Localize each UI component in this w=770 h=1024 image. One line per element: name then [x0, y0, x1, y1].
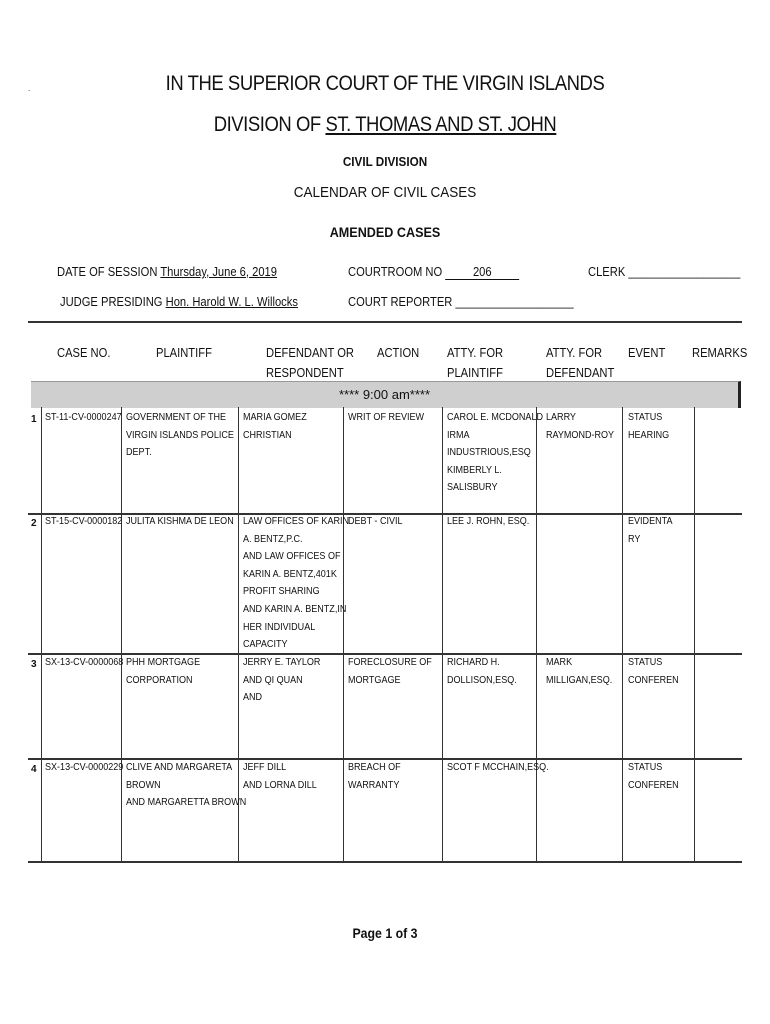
courtroom	[348, 264, 519, 280]
row-number: 4	[31, 764, 37, 775]
grid-line	[694, 407, 695, 862]
time-slot: **** 9:00 am****	[338, 387, 431, 402]
reporter-label: COURT REPORTER	[348, 294, 453, 309]
row-number: 1	[31, 414, 37, 425]
defendant-name: LAW OFFICES OF KARIN A. BENTZ,P.C. AND LAW OFFICES OF KARIN A. BENTZ,401K PROFIT SHARING AND KARIN A. BENTZ,IN HER INDIVIDUAL CAPACITY	[243, 515, 350, 651]
clerk	[588, 264, 740, 279]
col-defendant: DEFENDANT OR RESPONDENT	[266, 345, 355, 380]
clerk-label: CLERK	[588, 264, 626, 279]
plaintiff-name: PHH MORTGAGE CORPORATION	[126, 656, 201, 686]
grid-line	[41, 407, 42, 862]
plaintiff-name: JULITA KISHMA DE LEON	[126, 515, 234, 527]
action-type: DEBT - CIVIL	[348, 515, 403, 527]
page-number: Page 1 of 3	[352, 925, 418, 941]
division-prefix: DIVISION OF	[213, 113, 326, 136]
case-number: SX-13-CV-0000068	[45, 656, 124, 668]
date-label: DATE OF SESSION	[57, 264, 158, 279]
attorney-defendant: LARRY RAYMOND-ROY	[546, 411, 615, 441]
case-number: ST-15-CV-0000182	[45, 515, 123, 527]
court-reporter	[348, 294, 574, 309]
judge-value: Hon. Harold W. L. Willocks	[165, 294, 298, 309]
calendar-title: CALENDAR OF CIVIL CASES	[293, 184, 477, 201]
division-title	[46, 113, 724, 137]
action-type: WRIT OF REVIEW	[348, 411, 425, 423]
header-divider	[28, 321, 742, 323]
defendant-name: MARIA GOMEZ CHRISTIAN	[243, 411, 307, 441]
date-value: Thursday, June 6, 2019	[160, 264, 277, 279]
clerk-blank: __________________	[628, 264, 741, 279]
stray-mark: .	[28, 84, 31, 93]
court-title: IN THE SUPERIOR COURT OF THE VIRGIN ISLANDS	[165, 72, 605, 95]
row-number: 3	[31, 659, 37, 670]
col-plaintiff: PLAINTIFF	[156, 345, 212, 360]
row-divider	[28, 861, 742, 863]
civil-division-label: CIVIL DIVISION	[342, 154, 428, 169]
attorney-plaintiff: CAROL E. MCDONALD IRMA INDUSTRIOUS,ESQ KIMBERLY L. SALISBURY	[447, 411, 544, 494]
attorney-defendant: MARK MILLIGAN,ESQ.	[546, 656, 613, 686]
courtroom-value: 206	[445, 265, 519, 280]
amended-cases-label: AMENDED CASES	[329, 224, 441, 240]
col-remarks: REMARKS	[692, 345, 748, 360]
action-type: FORECLOSURE OF MORTGAGE	[348, 656, 432, 686]
action-type: BREACH OF WARRANTY	[348, 761, 401, 791]
reporter-blank: ___________________	[455, 294, 574, 309]
col-case-no: CASE NO.	[57, 345, 111, 360]
col-event: EVENT	[628, 345, 666, 360]
col-atty-defendant: ATTY. FOR DEFENDANT	[546, 345, 615, 380]
judge-label: JUDGE PRESIDING	[60, 294, 163, 309]
event-type: STATUS CONFEREN	[628, 656, 679, 686]
judge-presiding	[60, 294, 298, 309]
grid-line	[622, 407, 623, 862]
grid-line	[121, 407, 122, 862]
col-atty-plaintiff: ATTY. FOR PLAINTIFF	[447, 345, 504, 380]
attorney-plaintiff: LEE J. ROHN, ESQ.	[447, 515, 530, 527]
event-type: STATUS CONFEREN	[628, 761, 679, 791]
courtroom-label: COURTROOM NO	[348, 264, 443, 279]
date-of-session	[57, 264, 277, 279]
attorney-plaintiff: RICHARD H. DOLLISON,ESQ.	[447, 656, 517, 686]
case-number: ST-11-CV-0000247	[45, 411, 122, 423]
event-type: STATUS HEARING	[628, 411, 670, 441]
row-number: 2	[31, 518, 37, 529]
plaintiff-name: CLIVE AND MARGARETA BROWN AND MARGARETTA BROWN	[126, 761, 247, 809]
time-slot-band	[31, 381, 741, 408]
division-place: ST. THOMAS AND ST. JOHN	[325, 113, 557, 136]
plaintiff-name: GOVERNMENT OF THE VIRGIN ISLANDS POLICE DEPT.	[126, 411, 234, 459]
defendant-name: JEFF DILL AND LORNA DILL	[243, 761, 317, 791]
grid-line	[442, 407, 443, 862]
col-action: ACTION	[377, 345, 420, 360]
case-number: SX-13-CV-0000229	[45, 761, 124, 773]
attorney-plaintiff: SCOT F MCCHAIN,ESQ.	[447, 761, 549, 773]
defendant-name: JERRY E. TAYLOR AND QI QUAN AND	[243, 656, 321, 704]
event-type: EVIDENTA RY	[628, 515, 673, 545]
